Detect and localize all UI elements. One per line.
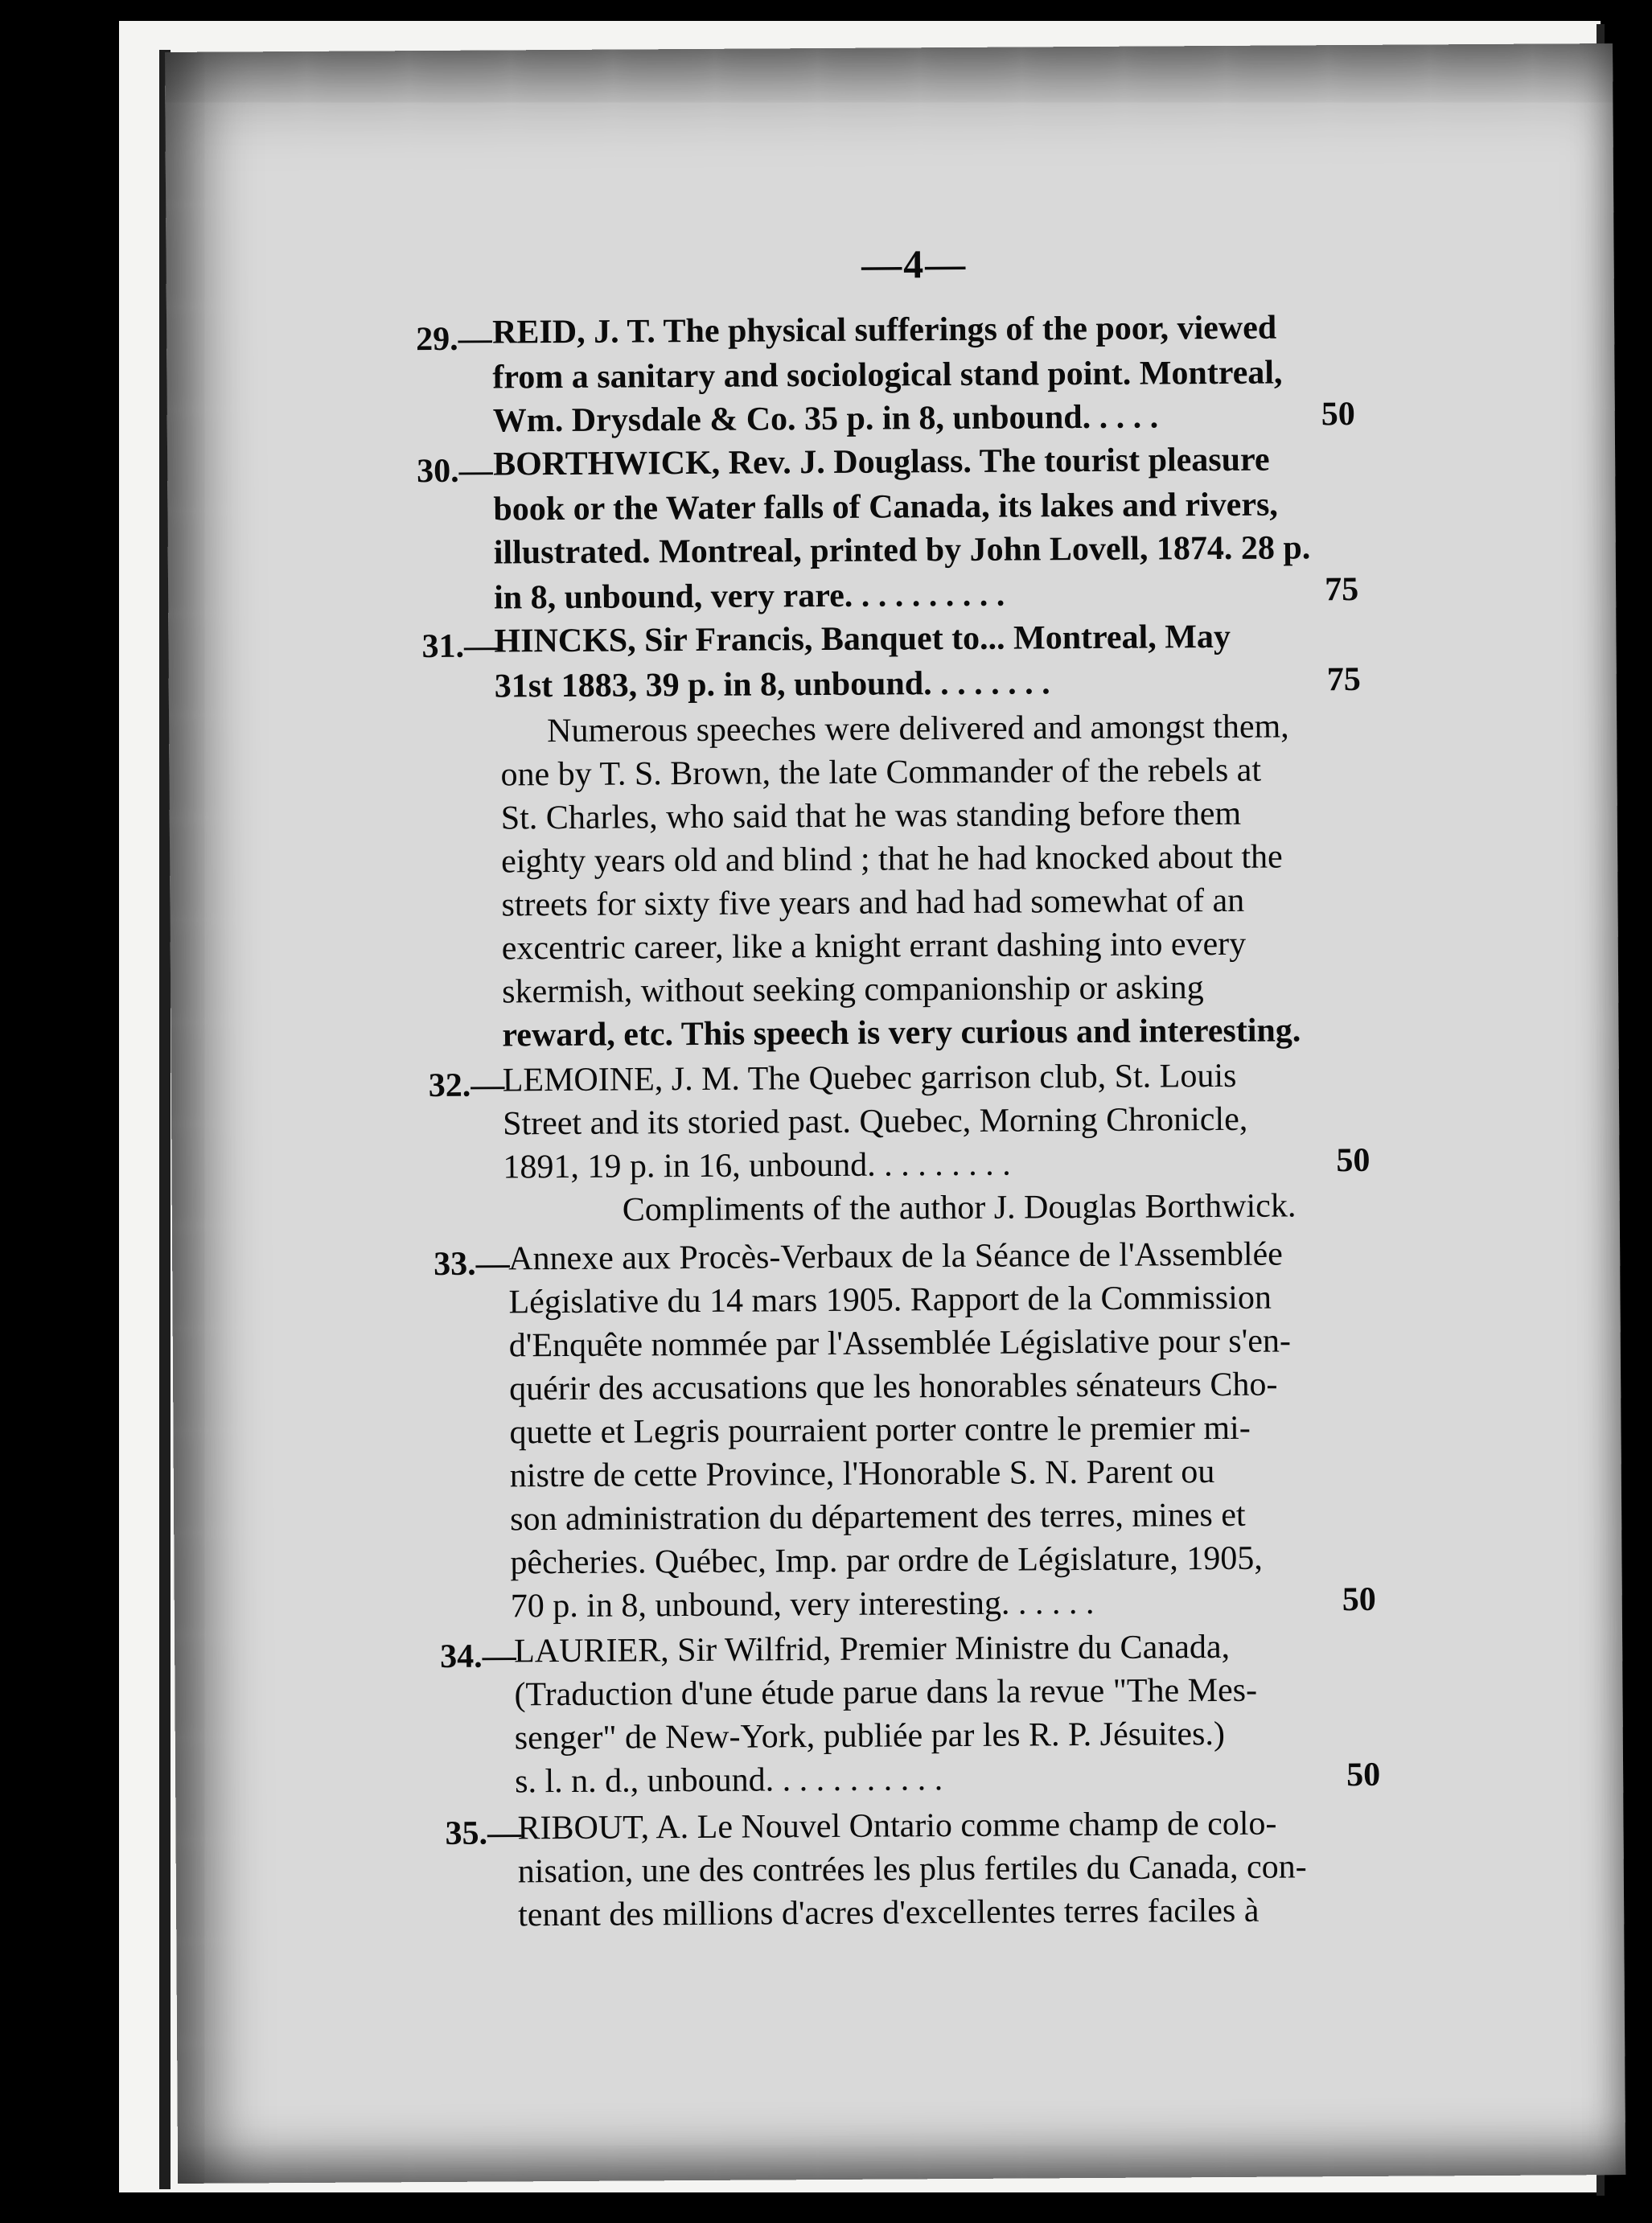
- entry-line: quette et Legris pourraient porter contre le premier mi-: [509, 1409, 1251, 1452]
- entry-line: 70 p. in 8, unbound, very interesting. . . . . .: [510, 1584, 1095, 1625]
- entry-note-line: St. Charles, who said that he was standing before them: [500, 795, 1242, 837]
- entry-line: illustrated. Montreal, printed by John Lovell, 1874. 28 p.: [493, 529, 1311, 572]
- entry-number: 30.—: [417, 452, 493, 491]
- entry-note-line: one by T. S. Brown, the late Commander of the rebels at: [500, 751, 1262, 794]
- entry-line: s. l. n. d., unbound. . . . . . . . . . .: [515, 1761, 943, 1801]
- entry-number: 32.—: [428, 1066, 505, 1105]
- entry-line: from a sanitary and sociological stand point. Montreal,: [492, 354, 1283, 397]
- entry-price: 75: [1324, 570, 1359, 609]
- catalogue-entries: [165, 43, 1625, 2184]
- document-page: [165, 43, 1625, 2184]
- entry-number: 29.—: [416, 320, 492, 359]
- entry-line: LAURIER, Sir Wilfrid, Premier Ministre du Canada,: [514, 1628, 1231, 1670]
- entry-line: d'Enquête nommée par l'Assemblée Législative pour s'en-: [508, 1322, 1292, 1365]
- entry-number: 35.—: [445, 1814, 522, 1852]
- entry-line: REID, J. T. The physical sufferings of the poor, viewed: [491, 309, 1277, 351]
- entry-line: Annexe aux Procès-Verbaux de la Séance de l'Assemblée: [508, 1235, 1283, 1278]
- entry-number: 31.—: [421, 627, 499, 666]
- entry-price: 50: [1321, 395, 1355, 434]
- entry-number: 34.—: [440, 1637, 516, 1675]
- entry-line: nistre de cette Province, l'Honorable S. N. Parent ou: [509, 1453, 1215, 1495]
- entry-line: Législative du 14 mars 1905. Rapport de la Commission: [508, 1279, 1272, 1321]
- entry-note-line: Compliments of the author J. Douglas Borthwick.: [622, 1187, 1297, 1229]
- entry-line: nisation, une des contrées les plus fertiles du Canada, con-: [517, 1848, 1307, 1891]
- page-number: —4—: [861, 240, 968, 287]
- entry-note-line: skermish, without seeking companionship or asking: [502, 969, 1204, 1011]
- entry-note-line: reward, etc. This speech is very curious and interesting.: [502, 1012, 1301, 1054]
- entry-line: BORTHWICK, Rev. J. Douglass. The tourist pleasure: [492, 441, 1270, 483]
- entry-line: quérir des accusations que les honorables sénateurs Cho-: [509, 1366, 1278, 1408]
- entry-line: son administration du département des terres, mines et: [510, 1496, 1246, 1539]
- entry-line: Wm. Drysdale & Co. 35 p. in 8, unbound. . . . .: [492, 398, 1159, 440]
- entry-line: in 8, unbound, very rare. . . . . . . . . .: [494, 576, 1005, 617]
- entry-price: 50: [1346, 1756, 1381, 1794]
- entry-note-line: streets for sixty five years and had had somewhat of an: [501, 881, 1245, 924]
- entry-number: 33.—: [434, 1245, 510, 1283]
- entry-line: HINCKS, Sir Francis, Banquet to... Montreal, May: [494, 618, 1231, 660]
- entry-line: pêcheries. Québec, Imp. par ordre de Législature, 1905,: [510, 1539, 1263, 1582]
- entry-note-line: excentric career, like a knight errant dashing into every: [501, 925, 1247, 968]
- entry-line: 1891, 19 p. in 16, unbound. . . . . . . . .: [503, 1145, 1011, 1186]
- entry-line: RIBOUT, A. Le Nouvel Ontario comme champ de colo-: [517, 1805, 1277, 1847]
- entry-note-line: eighty years old and blind ; that he had knocked about the: [501, 838, 1283, 881]
- entry-price: 50: [1342, 1580, 1376, 1619]
- entry-line: tenant des millions d'acres d'excellentes terres faciles à: [518, 1892, 1260, 1934]
- entry-line: 31st 1883, 39 p. in 8, unbound. . . . . . . .: [494, 664, 1050, 705]
- entry-price: 75: [1326, 660, 1361, 699]
- entry-price: 50: [1336, 1141, 1371, 1180]
- entry-line: Street and its storied past. Quebec, Morning Chronicle,: [503, 1100, 1248, 1143]
- entry-line: book or the Water falls of Canada, its lakes and rivers,: [493, 486, 1279, 528]
- entry-line: senger" de New-York, publiée par les R. P. Jésuites.): [514, 1715, 1226, 1757]
- entry-line: LEMOINE, J. M. The Quebec garrison club, St. Louis: [502, 1057, 1237, 1099]
- entry-note-line: Numerous speeches were delivered and amongst them,: [547, 708, 1289, 750]
- entry-line: (Traduction d'une étude parue dans la revue "The Mes-: [514, 1671, 1258, 1714]
